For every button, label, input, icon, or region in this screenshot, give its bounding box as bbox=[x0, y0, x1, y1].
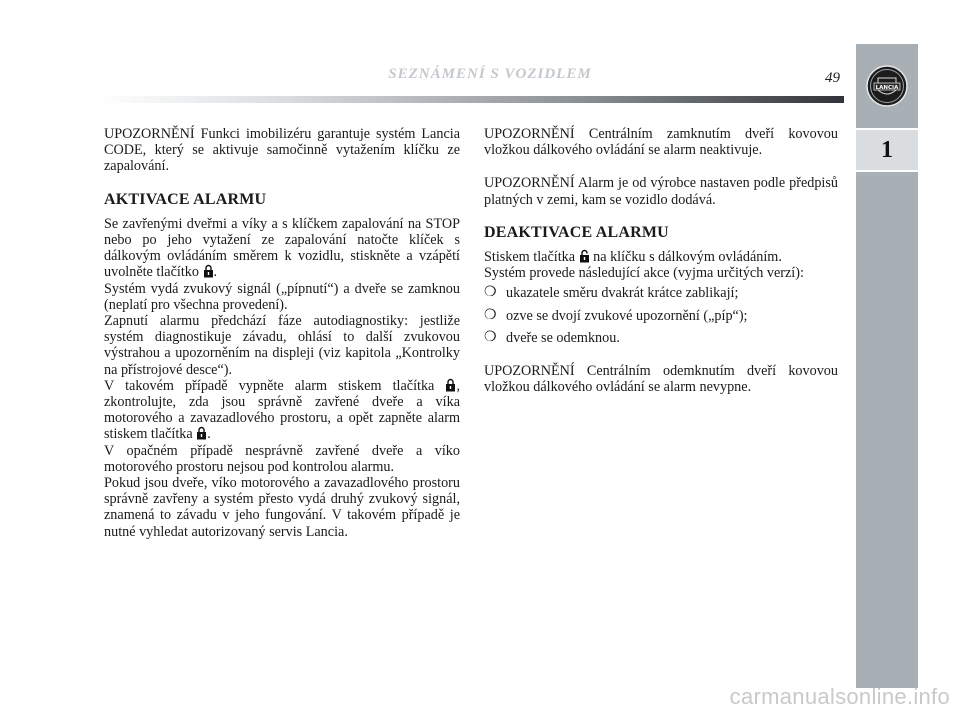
deactivation-paragraph-1 bbox=[484, 249, 838, 265]
text-segment: , zkontrolujte, zda jsou správně zavřené dveře a víka motorového a zavazadlového prostoru, a opět zapněte alarm stiskem tlačítka bbox=[104, 377, 460, 443]
lancia-shield-icon bbox=[865, 64, 909, 108]
lock-button-icon bbox=[196, 426, 207, 440]
activation-paragraph-4 bbox=[104, 378, 460, 443]
unlock-button-icon bbox=[579, 249, 590, 263]
activation-paragraph-5: V opačném případě nesprávně zavřené dveře a víko motorového prostoru nejsou pod kontrolou alarmu. bbox=[104, 442, 460, 475]
header-rule bbox=[100, 96, 844, 103]
text-segment: Stiskem tlačítka bbox=[484, 249, 579, 266]
list-item-text: dveře se odemknou. bbox=[506, 329, 620, 346]
chapter-number: 1 bbox=[856, 130, 918, 172]
lancia-logo-text: LANCIA bbox=[875, 85, 899, 91]
list-item-text: ozve se dvojí zvukové upozornění („píp“); bbox=[506, 307, 748, 324]
watermark: carmanualsonline.info bbox=[729, 684, 950, 709]
alarm-deactivation-heading: DEAKTIVACE ALARMU bbox=[484, 223, 669, 241]
deactivation-paragraph-2: Systém provede následující akce (vyjma určitých verzí): bbox=[484, 265, 804, 282]
page-header-title: SEZNÁMENÍ S VOZIDLEM bbox=[388, 66, 592, 82]
text-segment: . bbox=[207, 426, 211, 443]
list-item bbox=[484, 308, 838, 324]
central-locking-note: UPOZORNĚNÍ Centrálním zamknutím dveří kovovou vložkou dálkového ovládání se alarm neaktivuje. bbox=[484, 126, 838, 159]
text-segment: Se zavřenými dveřmi a víky a s klíčkem zapalování na STOP nebo po jeho vytažení ze zapalování natočte klíček s dálkovým ovládáním směrem k vozidlu, stiskněte a vzápětí uvolněte tlačítko bbox=[104, 215, 460, 281]
alarm-activation-heading: AKTIVACE ALARMU bbox=[104, 190, 267, 208]
list-item-text: ukazatele směru dvakrát krátce zablikají; bbox=[506, 285, 739, 302]
central-unlocking-note: UPOZORNĚNÍ Centrálním odemknutím dveří kovovou vložkou dálkového ovládání se alarm nevypne. bbox=[484, 363, 838, 396]
bullet-circle-icon: ❍ bbox=[484, 329, 497, 345]
text-segment: na klíčku s dálkovým ovládáním. bbox=[589, 249, 782, 266]
text-segment: . bbox=[213, 264, 218, 281]
lock-button-icon bbox=[445, 378, 456, 392]
list-item bbox=[484, 285, 838, 301]
deactivation-actions-list bbox=[484, 285, 838, 346]
text-segment: V takovém případě vypněte alarm stiskem tlačítka bbox=[104, 377, 446, 394]
lock-button-icon bbox=[203, 264, 214, 278]
left-column bbox=[104, 126, 460, 540]
side-logo-box bbox=[856, 44, 918, 130]
page-number: 49 bbox=[825, 70, 840, 86]
list-item bbox=[484, 330, 838, 346]
activation-paragraph-1 bbox=[104, 216, 460, 281]
activation-paragraph-6: Pokud jsou dveře, víko motorového a zavazadlového prostoru správně zavřeny a systém přesto vydá druhý zvukový signál, znamená to závadu v jeho fungování. V takovém případě je nutné vyhledat autorizovaný servis Lancia. bbox=[104, 475, 460, 540]
bullet-circle-icon: ❍ bbox=[484, 285, 497, 301]
right-column bbox=[484, 126, 838, 412]
activation-paragraph-2: Systém vydá zvukový signál („pípnutí“) a dveře se zamknou (neplatí pro všechna provedení). bbox=[104, 280, 460, 313]
activation-paragraph-3: Zapnutí alarmu předchází fáze autodiagnostiky: jestliže systém diagnostikuje závadu, ohlásí to další zvukovou výstrahou a upozorněním na displeji (viz kapitola „Kontrolky na přístrojové desce“). bbox=[104, 313, 460, 378]
immobilizer-note: UPOZORNĚNÍ Funkci imobilizéru garantuje systém Lancia CODE, který se aktivuje samočinně vytažením klíčku ze zapalování. bbox=[104, 126, 460, 175]
bullet-circle-icon: ❍ bbox=[484, 307, 497, 323]
factory-setting-note: UPOZORNĚNÍ Alarm je od výrobce nastaven podle předpisů platných v zemi, kam se vozidlo dodává. bbox=[484, 175, 838, 208]
